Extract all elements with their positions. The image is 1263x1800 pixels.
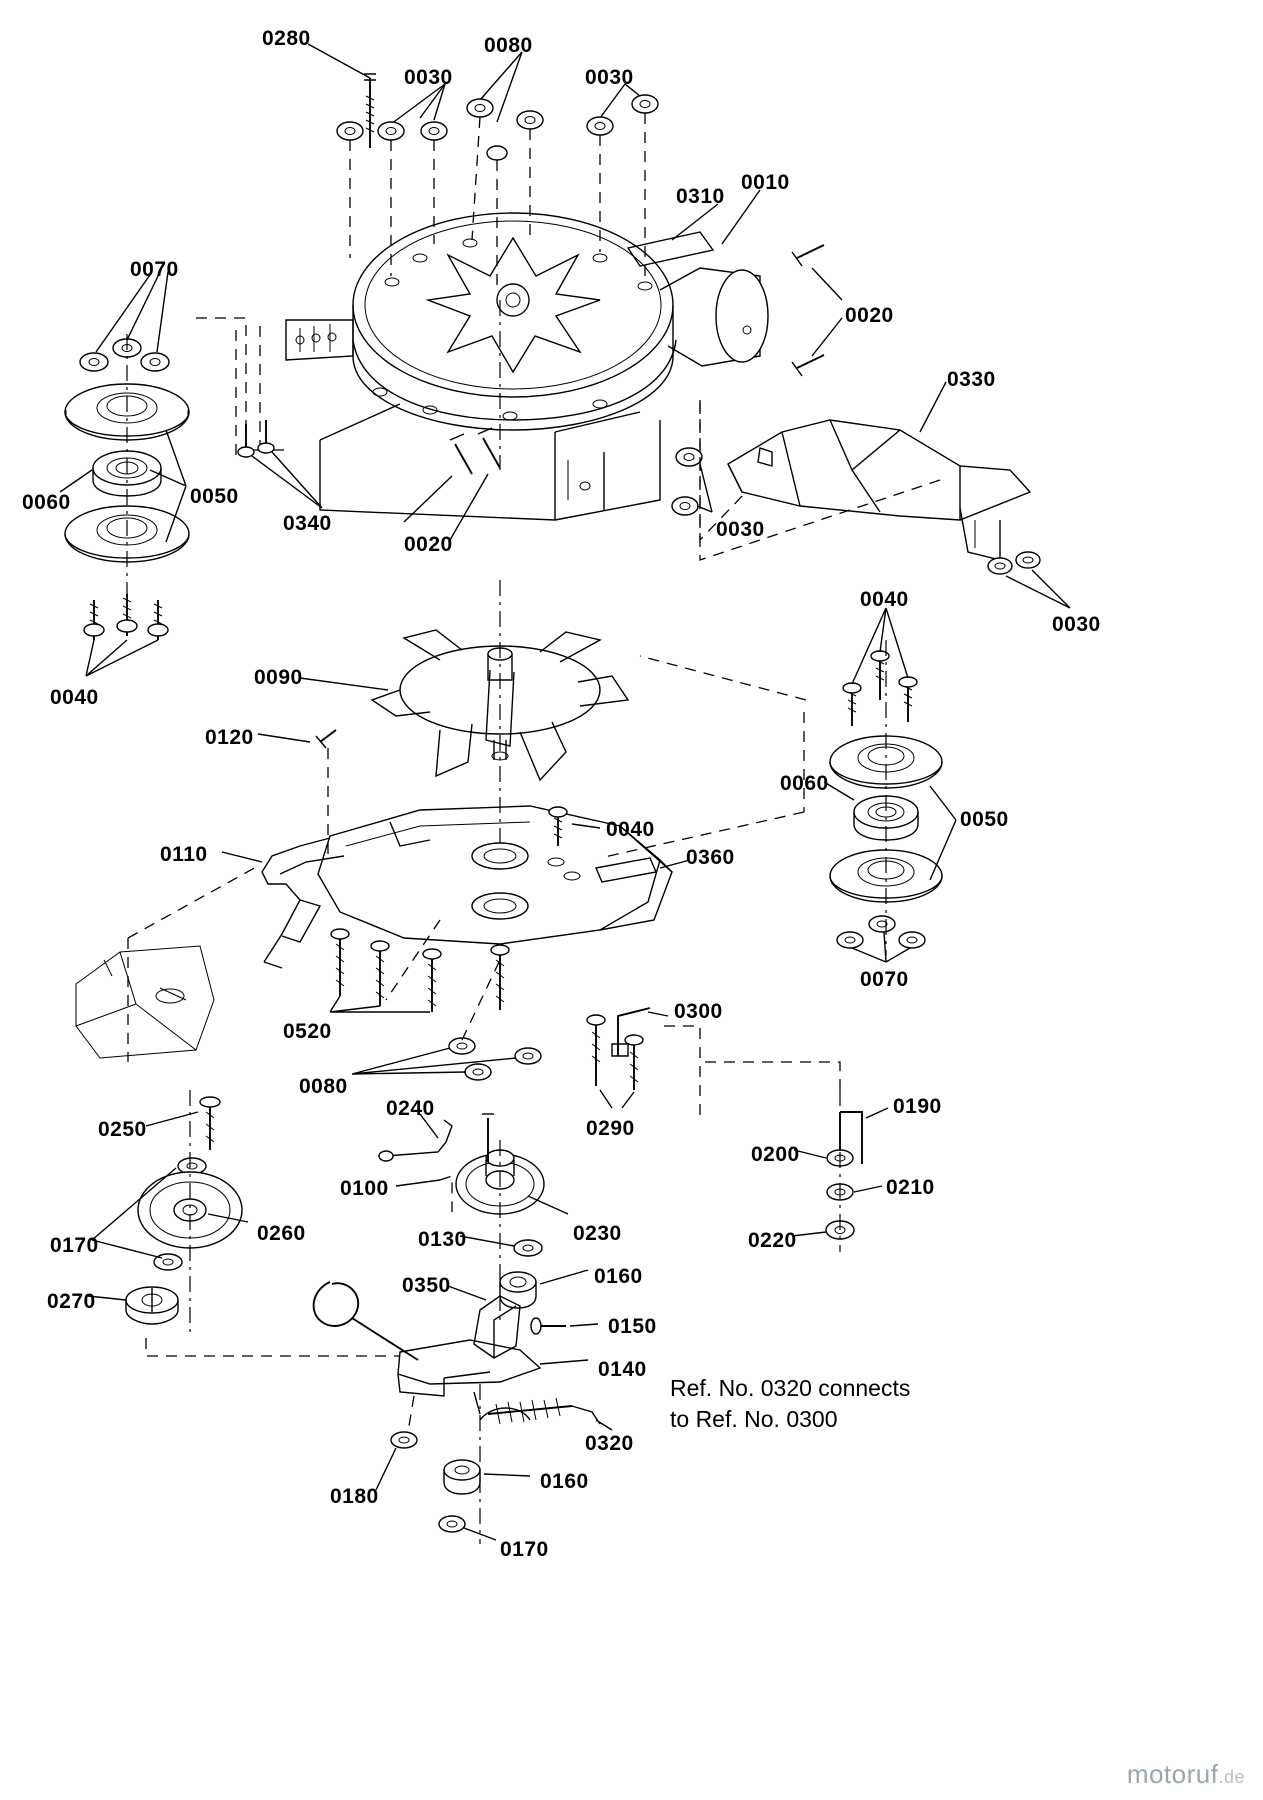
callout-0360: 0360 — [686, 846, 735, 869]
callout-0080-top: 0080 — [484, 34, 533, 57]
callout-0520: 0520 — [283, 1020, 332, 1043]
callout-0030-top-left: 0030 — [404, 66, 453, 89]
callout-0040-left: 0040 — [50, 686, 99, 709]
callout-0240: 0240 — [386, 1097, 435, 1120]
callout-0340: 0340 — [283, 512, 332, 535]
callout-0250: 0250 — [98, 1118, 147, 1141]
callout-0100: 0100 — [340, 1177, 389, 1200]
callout-0070-right: 0070 — [860, 968, 909, 991]
callout-0030-top-right: 0030 — [585, 66, 634, 89]
callout-0350: 0350 — [402, 1274, 451, 1297]
callout-0270: 0270 — [47, 1290, 96, 1313]
callout-0060-right: 0060 — [780, 772, 829, 795]
reference-note — [670, 1373, 910, 1435]
callout-0090: 0090 — [254, 666, 303, 689]
callout-0160-upper: 0160 — [594, 1265, 643, 1288]
callout-0030-center: 0030 — [716, 518, 765, 541]
callout-0040-right: 0040 — [860, 588, 909, 611]
callout-0320: 0320 — [585, 1432, 634, 1455]
watermark-suffix: .de — [1218, 1767, 1245, 1787]
callout-0020-right: 0020 — [845, 304, 894, 327]
callout-0330: 0330 — [947, 368, 996, 391]
callout-0170-lower: 0170 — [500, 1538, 549, 1561]
callout-0230: 0230 — [573, 1222, 622, 1245]
callout-0180: 0180 — [330, 1485, 379, 1508]
callout-0310: 0310 — [676, 185, 725, 208]
callout-0300: 0300 — [674, 1000, 723, 1023]
callout-0130: 0130 — [418, 1228, 467, 1251]
callout-0290: 0290 — [586, 1117, 635, 1140]
reference-note-line-1: Ref. No. 0320 connects — [670, 1375, 911, 1401]
callout-0080-deck: 0080 — [299, 1075, 348, 1098]
callout-0190: 0190 — [893, 1095, 942, 1118]
callout-0200: 0200 — [751, 1143, 800, 1166]
callout-0120: 0120 — [205, 726, 254, 749]
callout-0220: 0220 — [748, 1229, 797, 1252]
callout-0050-right: 0050 — [960, 808, 1009, 831]
callout-0050-left: 0050 — [190, 485, 239, 508]
callout-0010: 0010 — [741, 171, 790, 194]
watermark — [1127, 1759, 1245, 1790]
callout-0140: 0140 — [598, 1358, 647, 1381]
reference-note-line-2: to Ref. No. 0300 — [670, 1406, 838, 1432]
callout-0210: 0210 — [886, 1176, 935, 1199]
callout-0170-left: 0170 — [50, 1234, 99, 1257]
callout-0030-right: 0030 — [1052, 613, 1101, 636]
callout-0160-lower: 0160 — [540, 1470, 589, 1493]
watermark-text: motoruf — [1126, 1759, 1219, 1789]
callout-0110: 0110 — [160, 843, 208, 866]
callout-0070-left: 0070 — [130, 258, 179, 281]
callout-0280: 0280 — [262, 27, 311, 50]
callout-0060-left: 0060 — [22, 491, 71, 514]
callout-0040-deck: 0040 — [606, 818, 655, 841]
callout-0260: 0260 — [257, 1222, 306, 1245]
callout-0020-center: 0020 — [404, 533, 453, 556]
callout-0150: 0150 — [608, 1315, 657, 1338]
